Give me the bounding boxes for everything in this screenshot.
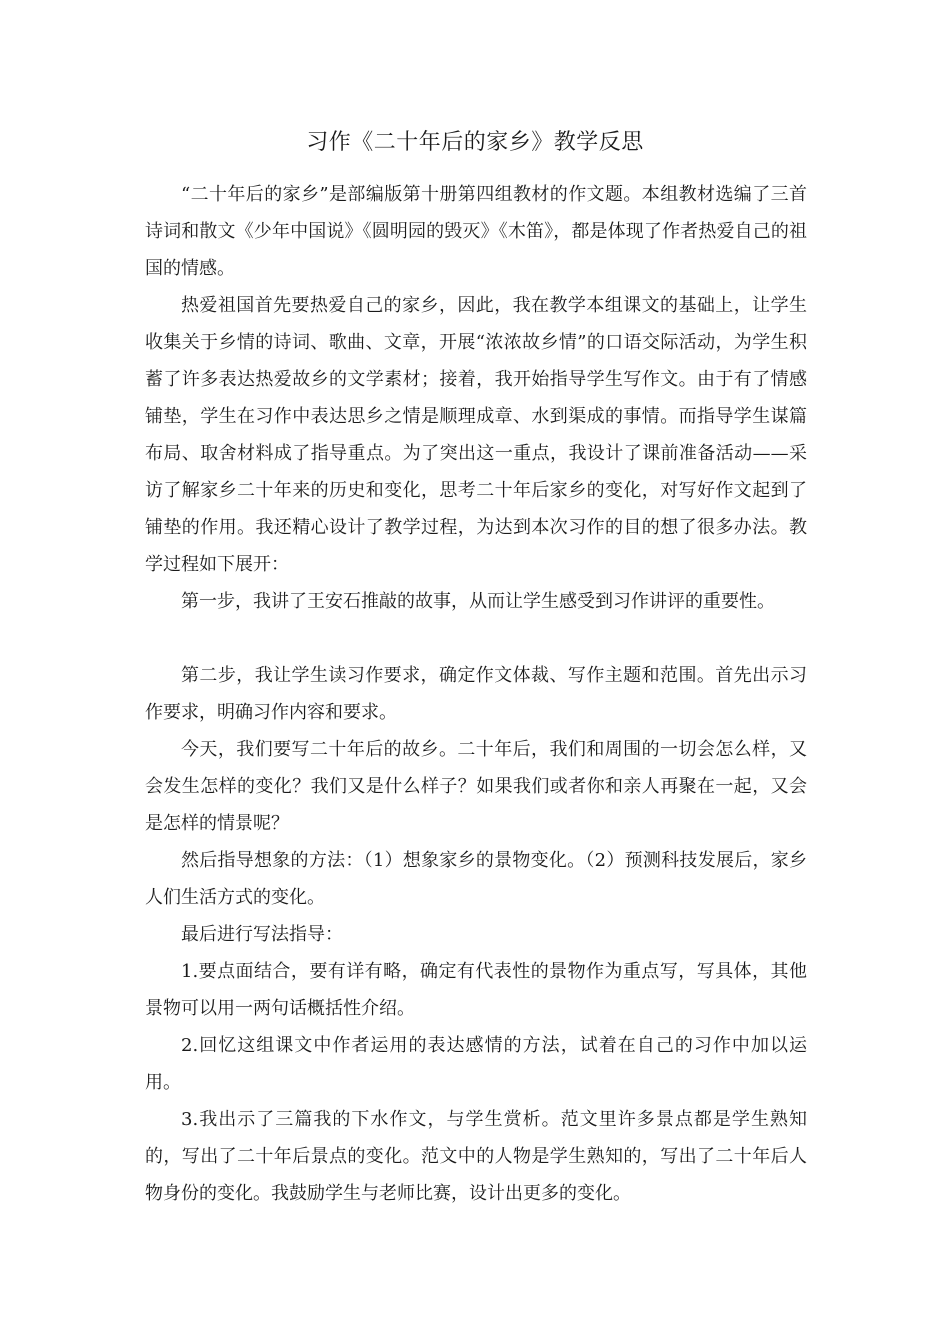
paragraph-background: 热爱祖国首先要热爱自己的家乡，因此，我在教学本组课文的基础上，让学生收集关于乡情的诗词、歌曲、文章，开展“浓浓故乡情”的口语交际活动，为学生积蓄了许多表达热爱故乡的文学素材；接着，我开始指导学生写作文。由于有了情感铺垫，学生在习作中表达思乡之情是顺理成章、水到渠成的事情。而指导学生谋篇布局、取舍材料成了指导重点。为了突出这一重点，我设计了课前准备活动——采访了解家乡二十年来的历史和变化，思考二十年后家乡的变化，对写好作文起到了铺垫的作用。我还精心设计了教学过程，为达到本次习作的目的想了很多办法。教学过程如下展开： [145,295,807,575]
list-item-1: 1.要点面结合，要有详有略，确定有代表性的景物作为重点写，写具体，其他景物可以用一两句话概括性介绍。 [145,961,807,1019]
paragraph-step-one: 第一步，我讲了王安石推敲的故事，从而让学生感受到习作讲评的重要性。 [181,591,775,612]
paragraph-prompt: 今天，我们要写二十年后的故乡。二十年后，我们和周围的一切会怎么样，又会发生怎样的变化？我们又是什么样子？如果我们或者你和亲人再聚在一起，又会是怎样的情景呢？ [145,739,807,834]
list-item-2: 2.回忆这组课文中作者运用的表达感情的方法，试着在自己的习作中加以运用。 [145,1035,807,1093]
paragraph-imagination-methods: 然后指导想象的方法：（1）想象家乡的景物变化。（2）预测科技发展后，家乡人们生活方式的变化。 [145,850,807,908]
paragraph-writing-guidance: 最后进行写法指导： [181,924,343,945]
document-body [145,176,807,1212]
list-item-3: 3.我出示了三篇我的下水作文，与学生赏析。范文里许多景点都是学生熟知的，写出了二十年后景点的变化。范文中的人物是学生熟知的，写出了二十年后人物身份的变化。我鼓励学生与老师比赛，设计出更多的变化。 [145,1109,807,1204]
paragraph-intro: “二十年后的家乡”是部编版第十册第四组教材的作文题。本组教材选编了三首诗词和散文《少年中国说》《圆明园的毁灭》《木笛》，都是体现了作者热爱自己的祖国的情感。 [145,184,807,279]
blank-line [145,620,807,657]
paragraph-step-two: 第二步，我让学生读习作要求，确定作文体裁、写作主题和范围。首先出示习作要求，明确习作内容和要求。 [145,665,807,723]
document-title: 习作《二十年后的家乡》教学反思 [306,130,644,155]
